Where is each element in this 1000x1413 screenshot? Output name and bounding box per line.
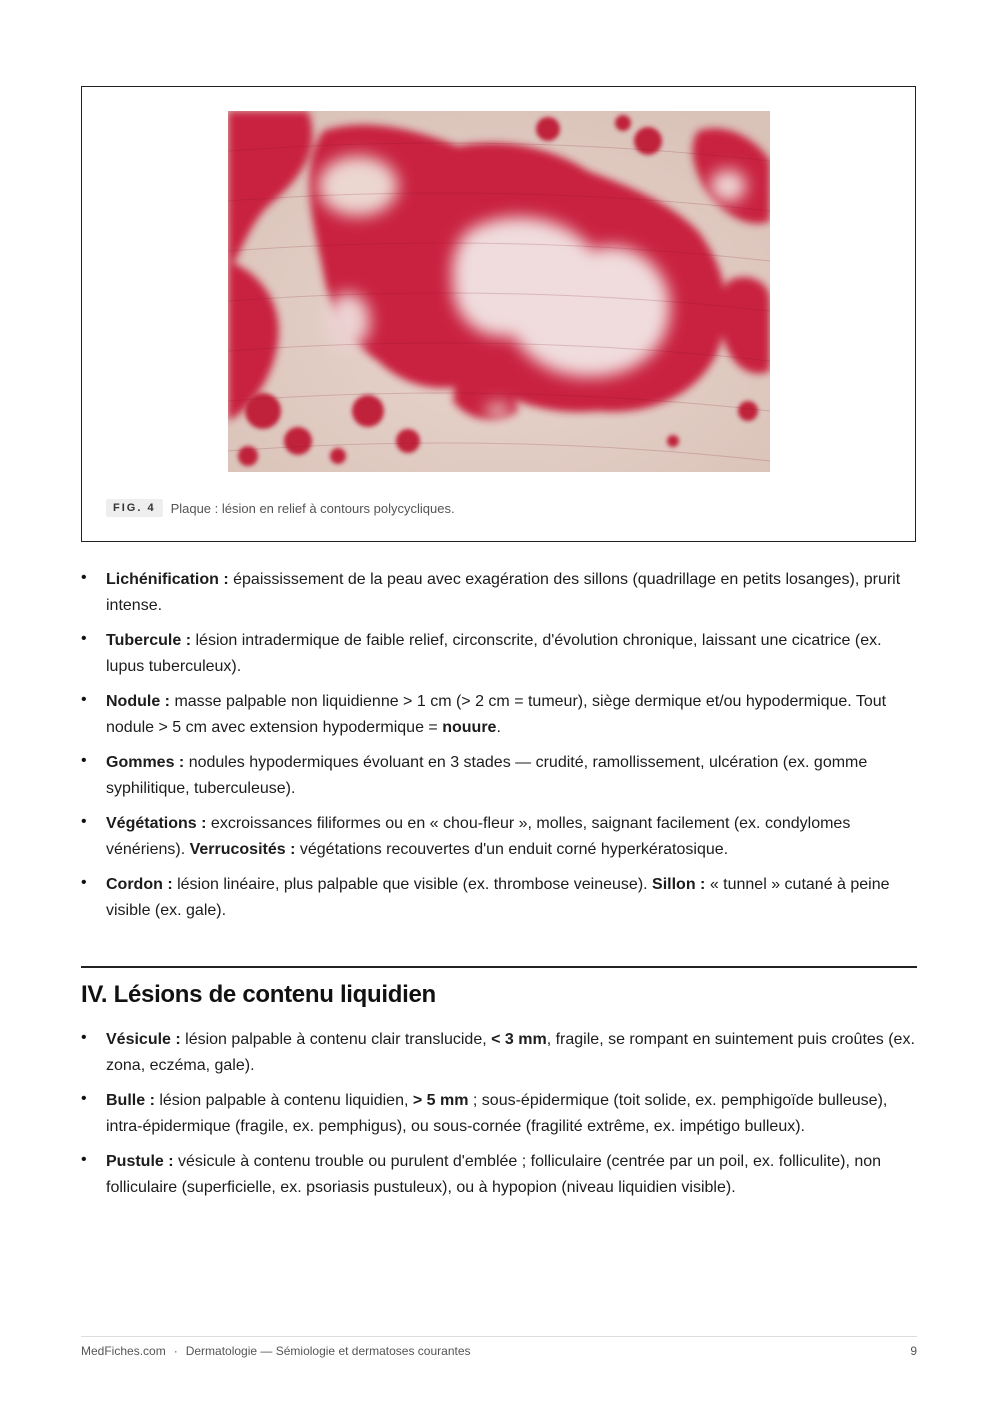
section-heading: IV. Lésions de contenu liquidien [81,981,436,1008]
definition-rest: ; sous-épidermique (toit solide, ex. pemphigoïde bulleuse), intra-épidermique (fragile, ex. pemphigus), ou sous-cornée (fragilité extrême, ex. impétigo bulleux). [106,1092,888,1135]
definition: vésicule à contenu trouble ou purulent d'emblée ; folliculaire (centrée par un poil, ex. folliculite), non folliculaire (superficielle, ex. psoriasis pustuleux), ou à hypopion (niveau liquidien visible). [106,1153,882,1196]
footer-site: MedFiches.com [81,1344,166,1358]
definition: lésion palpable à contenu liquidien, [154,1092,413,1109]
liquid-lesions-list [81,1027,916,1210]
definition-secondary: végétations recouvertes d'un enduit corné hyperkératosique. [295,840,729,858]
term: Bulle : [106,1092,155,1109]
term: Végétations : [106,815,207,832]
list-item-cordon [81,872,916,923]
footer-divider [81,1336,917,1337]
definition-rest: , fragile, se rompant en suintement puis croûtes (ex. zona, eczéma, gale). [106,1031,915,1074]
plaque-lesion-photo [228,111,770,472]
term: Nodule : [106,693,170,710]
definition: lésion linéaire, plus palpable que visible (ex. thrombose veineuse). [172,876,653,893]
section-divider [81,966,917,968]
term: Lichénification : [106,571,229,588]
list-item-vesicule [81,1027,916,1078]
term: Vésicule : [106,1031,181,1048]
definition-secondary: « tunnel » cutané à peine visible (ex. gale). [106,876,890,919]
term: Tubercule : [106,632,192,649]
list-item-vegetations [81,811,916,862]
definition: épaississement de la peau avec exagération des sillons (quadrillage en petits losanges), prurit intense. [106,571,901,614]
figure-tag: FIG. 4 [106,499,163,517]
figure-caption [106,499,455,517]
term: Gommes : [106,754,185,771]
list-item-pustule [81,1149,916,1200]
footer-subject: Dermatologie — Sémiologie et dermatoses courantes [185,1344,471,1358]
list-item-nodule [81,689,916,740]
figure-frame [81,86,916,542]
list-item-tubercule [81,628,916,679]
definition: nodules hypodermiques évoluant en 3 stades — crudité, ramollissement, ulcération (ex. gomme syphilitique, tuberculeuse). [106,754,868,797]
page-number: 9 [910,1344,917,1358]
term: Pustule : [106,1153,174,1170]
list-item-gommes [81,750,916,801]
list-item-lichenification [81,567,916,618]
definition: excroissances filiformes ou en « chou-fleur », molles, saignant facilement (ex. condylomes vénériens). [106,815,851,858]
size-emphasis: < 3 mm [491,1031,547,1048]
definition-tail: . [496,718,501,736]
term-emphasis: nouure [442,718,497,736]
figure-caption-text: Plaque : lésion en relief à contours polycycliques. [170,500,455,516]
definition: masse palpable non liquidienne > 1 cm (> 2 cm = tumeur), siège dermique et/ou hypodermique. Tout nodule > 5 cm avec extension hypodermique = [106,693,887,736]
lesion-illustration [228,111,770,472]
footer-separator: · [173,1344,178,1358]
term-secondary: Verrucosités : [189,840,296,858]
size-emphasis: > 5 mm [412,1092,469,1109]
definition: lésion palpable à contenu clair translucide, [180,1031,492,1048]
term-secondary: Sillon : [652,876,706,893]
solid-lesions-list [81,567,916,933]
list-item-bulle [81,1088,916,1139]
term: Cordon : [106,876,173,893]
definition: lésion intradermique de faible relief, circonscrite, d'évolution chronique, laissant une cicatrice (ex. lupus tuberculeux). [106,632,882,675]
page-footer [81,1344,917,1358]
